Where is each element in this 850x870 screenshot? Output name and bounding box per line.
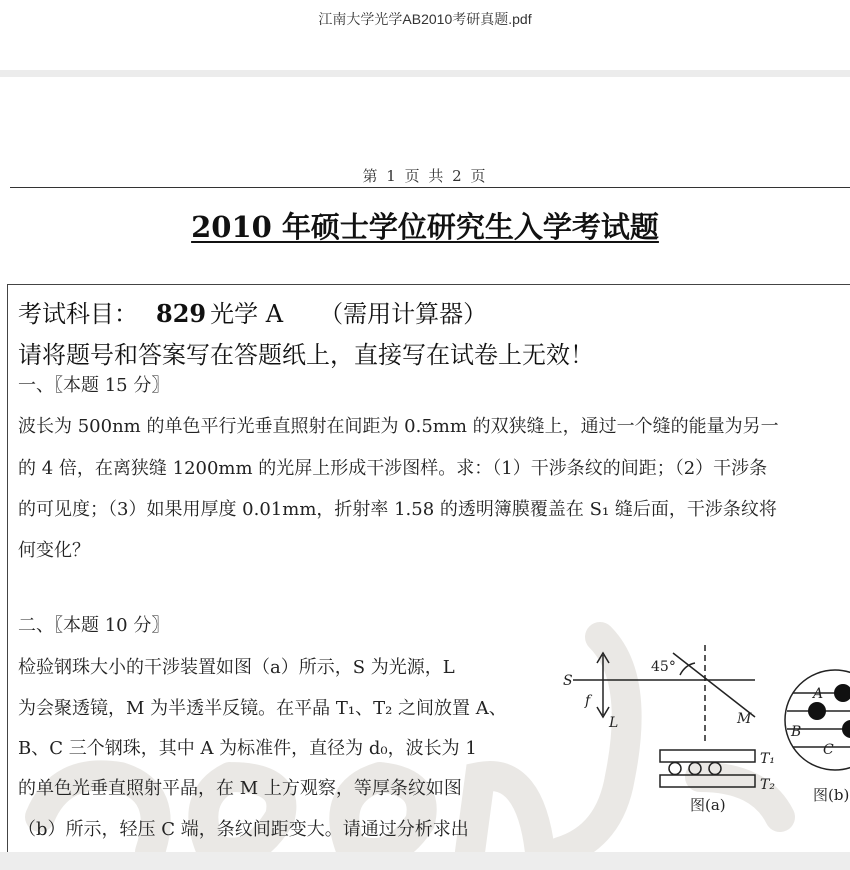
label-c: C [823,742,834,758]
label-angle: 45° [651,659,676,675]
label-s: S [563,673,573,689]
label-m: M [737,711,752,727]
pdf-page[interactable] [0,77,850,852]
header-rule [10,187,850,188]
interference-figure [555,645,850,852]
mirror-m [673,653,755,717]
plate-t1 [660,750,755,762]
label-l: L [609,715,619,731]
exam-title: 2010 年硕士学位研究生入学考试题 [191,210,659,244]
answer-warning: 请将题号和答案写在答题纸上，直接写在试卷上无效！ [18,341,594,369]
viewer-titlebar [0,0,850,70]
ball-a [669,763,681,775]
ball-c [709,763,721,775]
plate-t2 [660,775,755,787]
q2-line: 的单色光垂直照射平晶，在 M 上方观察，等厚条纹如图 [18,778,462,799]
q2-line: 为会聚透镜，M 为半透半反镜。在平晶 T₁、T₂ 之间放置 A、 [18,698,507,719]
q2-line: 检验钢珠大小的干涉装置如图（a）所示，S 为光源，L [18,657,455,678]
q1-line: 的可见度；（3）如果用厚度 0.01mm，折射率 1.58 的透明簿膜覆盖在 S₁ 缝后面，干涉条纹将 [18,499,777,520]
label-a: A [813,686,824,702]
subject-code: 829 [156,299,207,328]
q1-heading: 一、〖本题 15 分〗 [18,375,170,396]
fringe-dot-c [842,720,850,738]
subject-line [18,294,487,329]
label-b: B [791,724,802,740]
q1-line: 波长为 500nm 的单色平行光垂直照射在间距为 0.5mm 的双狭缝上，通过一个缝的能量为另一 [18,416,779,437]
subject-name: 光学 A [210,300,284,328]
subject-label: 考试科目： [18,300,138,328]
toolbar-separator [0,70,850,77]
fringe-dot-a [834,684,850,702]
label-t2: T₂ [760,777,775,793]
q1-line: 何变化？ [18,540,90,561]
label-f: f [585,693,591,709]
q2-line: （b）所示，轻压 C 端，条纹间距变大。请通过分析求出 [18,819,469,840]
fringe-dot-b [808,702,826,720]
viewer-bottom-bar [0,852,850,870]
q2-heading: 二、〖本题 10 分〗 [18,615,170,636]
caption-figure-a: 图(a) [690,796,726,814]
q1-line: 的 4 倍，在离狭缝 1200mm 的光屏上形成干涉图样。求：（1）干涉条纹的间距；（2）干涉条 [18,458,768,479]
document-title: 江南大学光学AB2010考研真题.pdf [318,11,532,27]
caption-figure-b: 图(b) [813,786,850,804]
label-t1: T₁ [760,751,775,767]
ball-b [689,763,701,775]
subject-note: （需用计算器） [319,300,488,328]
q2-line: B、C 三个钢珠，其中 A 为标准件，直径为 d₀，波长为 1 [18,738,477,759]
page-number-header: 第 1 页 共 2 页 [362,167,488,185]
